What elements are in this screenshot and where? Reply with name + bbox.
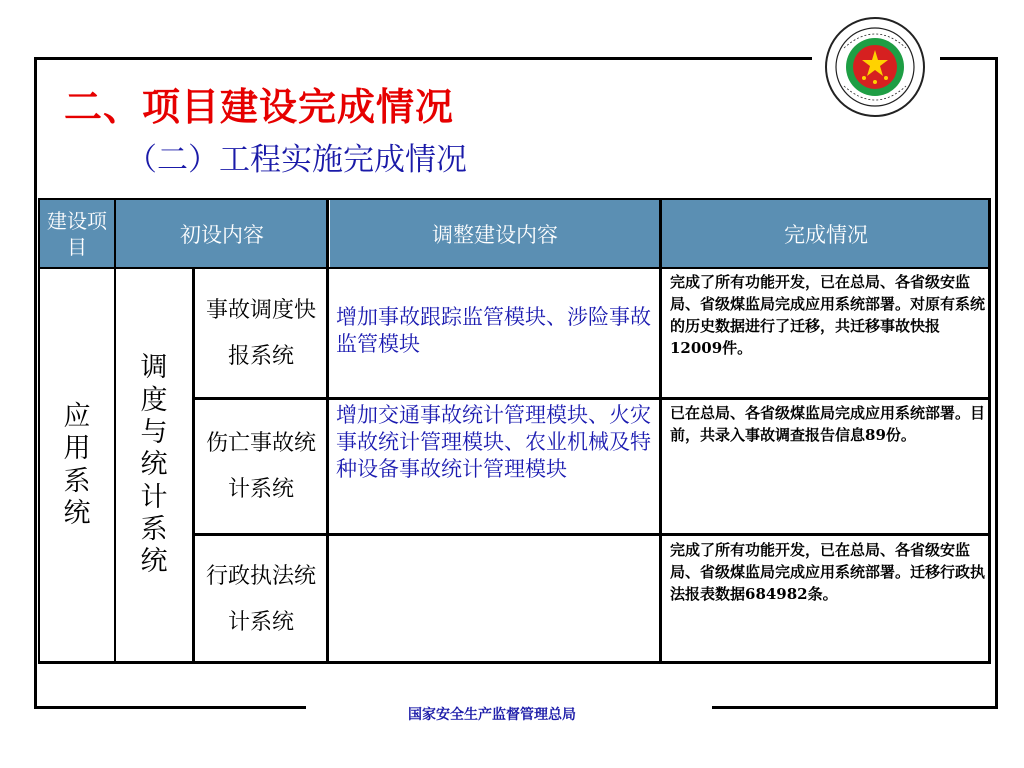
grid-line xyxy=(192,397,991,400)
frame-bottom-right xyxy=(712,706,998,709)
grid-line xyxy=(988,198,991,663)
adjusted-content-1: 增加事故跟踪监管模块、涉险事故监管模块 xyxy=(336,305,651,356)
subcategory-cell xyxy=(116,268,192,663)
page-subtitle: （二）工程实施完成情况 xyxy=(126,142,467,178)
vertical-char: 应 xyxy=(63,400,91,432)
grid-line xyxy=(114,198,116,663)
header-adjusted: 调整建设内容 xyxy=(330,200,660,268)
vertical-char: 统 xyxy=(140,449,168,481)
grid-line xyxy=(192,267,195,663)
completion-text-3: 完成了所有功能开发，已在总局、各省级安监局、省级煤监局完成应用系统部署。迁移行政执法报表数据684982条。 xyxy=(670,541,986,603)
vertical-char: 系 xyxy=(140,514,168,546)
vertical-char: 统 xyxy=(140,546,168,578)
frame-right xyxy=(995,57,998,708)
frame-top-right xyxy=(940,57,998,60)
vertical-char: 系 xyxy=(63,465,91,497)
frame-bottom-left xyxy=(34,706,306,709)
footer-org: 国家安全生产监督管理总局 xyxy=(408,707,576,723)
grid-line xyxy=(192,533,991,536)
vertical-char: 用 xyxy=(63,433,91,465)
system-name-1: 事故调度快报系统 xyxy=(205,298,316,369)
page-title: 二、项目建设完成情况 xyxy=(64,85,455,129)
completion-text-1: 完成了所有功能开发，已在总局、各省级安监局、省级煤监局完成应用系统部署。对原有系统的历史数据进行了迁移，共迁移事故快报12009件。 xyxy=(670,273,986,357)
vertical-char: 度 xyxy=(140,384,168,416)
frame-top-left xyxy=(34,57,812,60)
vertical-char: 与 xyxy=(140,416,168,448)
frame-left xyxy=(34,57,37,708)
system-name-2: 伤亡事故统计系统 xyxy=(205,431,316,502)
grid-line xyxy=(38,198,40,663)
grid-line xyxy=(38,198,991,200)
system-name-3: 行政执法统计系统 xyxy=(205,564,316,635)
grid-line xyxy=(38,267,991,269)
grid-line xyxy=(38,661,991,664)
vertical-char: 计 xyxy=(140,481,168,513)
header-initial: 初设内容 xyxy=(116,200,328,268)
adjusted-content-2: 增加交通事故统计管理模块、火灾事故统计管理模块、农业机械及特种设备事故统计管理模块 xyxy=(336,403,651,481)
grid-line xyxy=(326,198,329,663)
grid-line xyxy=(659,198,662,663)
category-cell xyxy=(40,268,114,663)
adjusted-content-3 xyxy=(330,538,660,662)
vertical-char: 调 xyxy=(140,352,168,384)
vertical-char: 统 xyxy=(63,497,91,529)
header-completion: 完成情况 xyxy=(662,200,990,268)
completion-text-2: 已在总局、各省级煤监局完成应用系统部署。目前，共录入事故调查报告信息89份。 xyxy=(670,404,986,444)
emblem-logo xyxy=(824,16,926,118)
header-project: 建设项目 xyxy=(40,200,114,268)
